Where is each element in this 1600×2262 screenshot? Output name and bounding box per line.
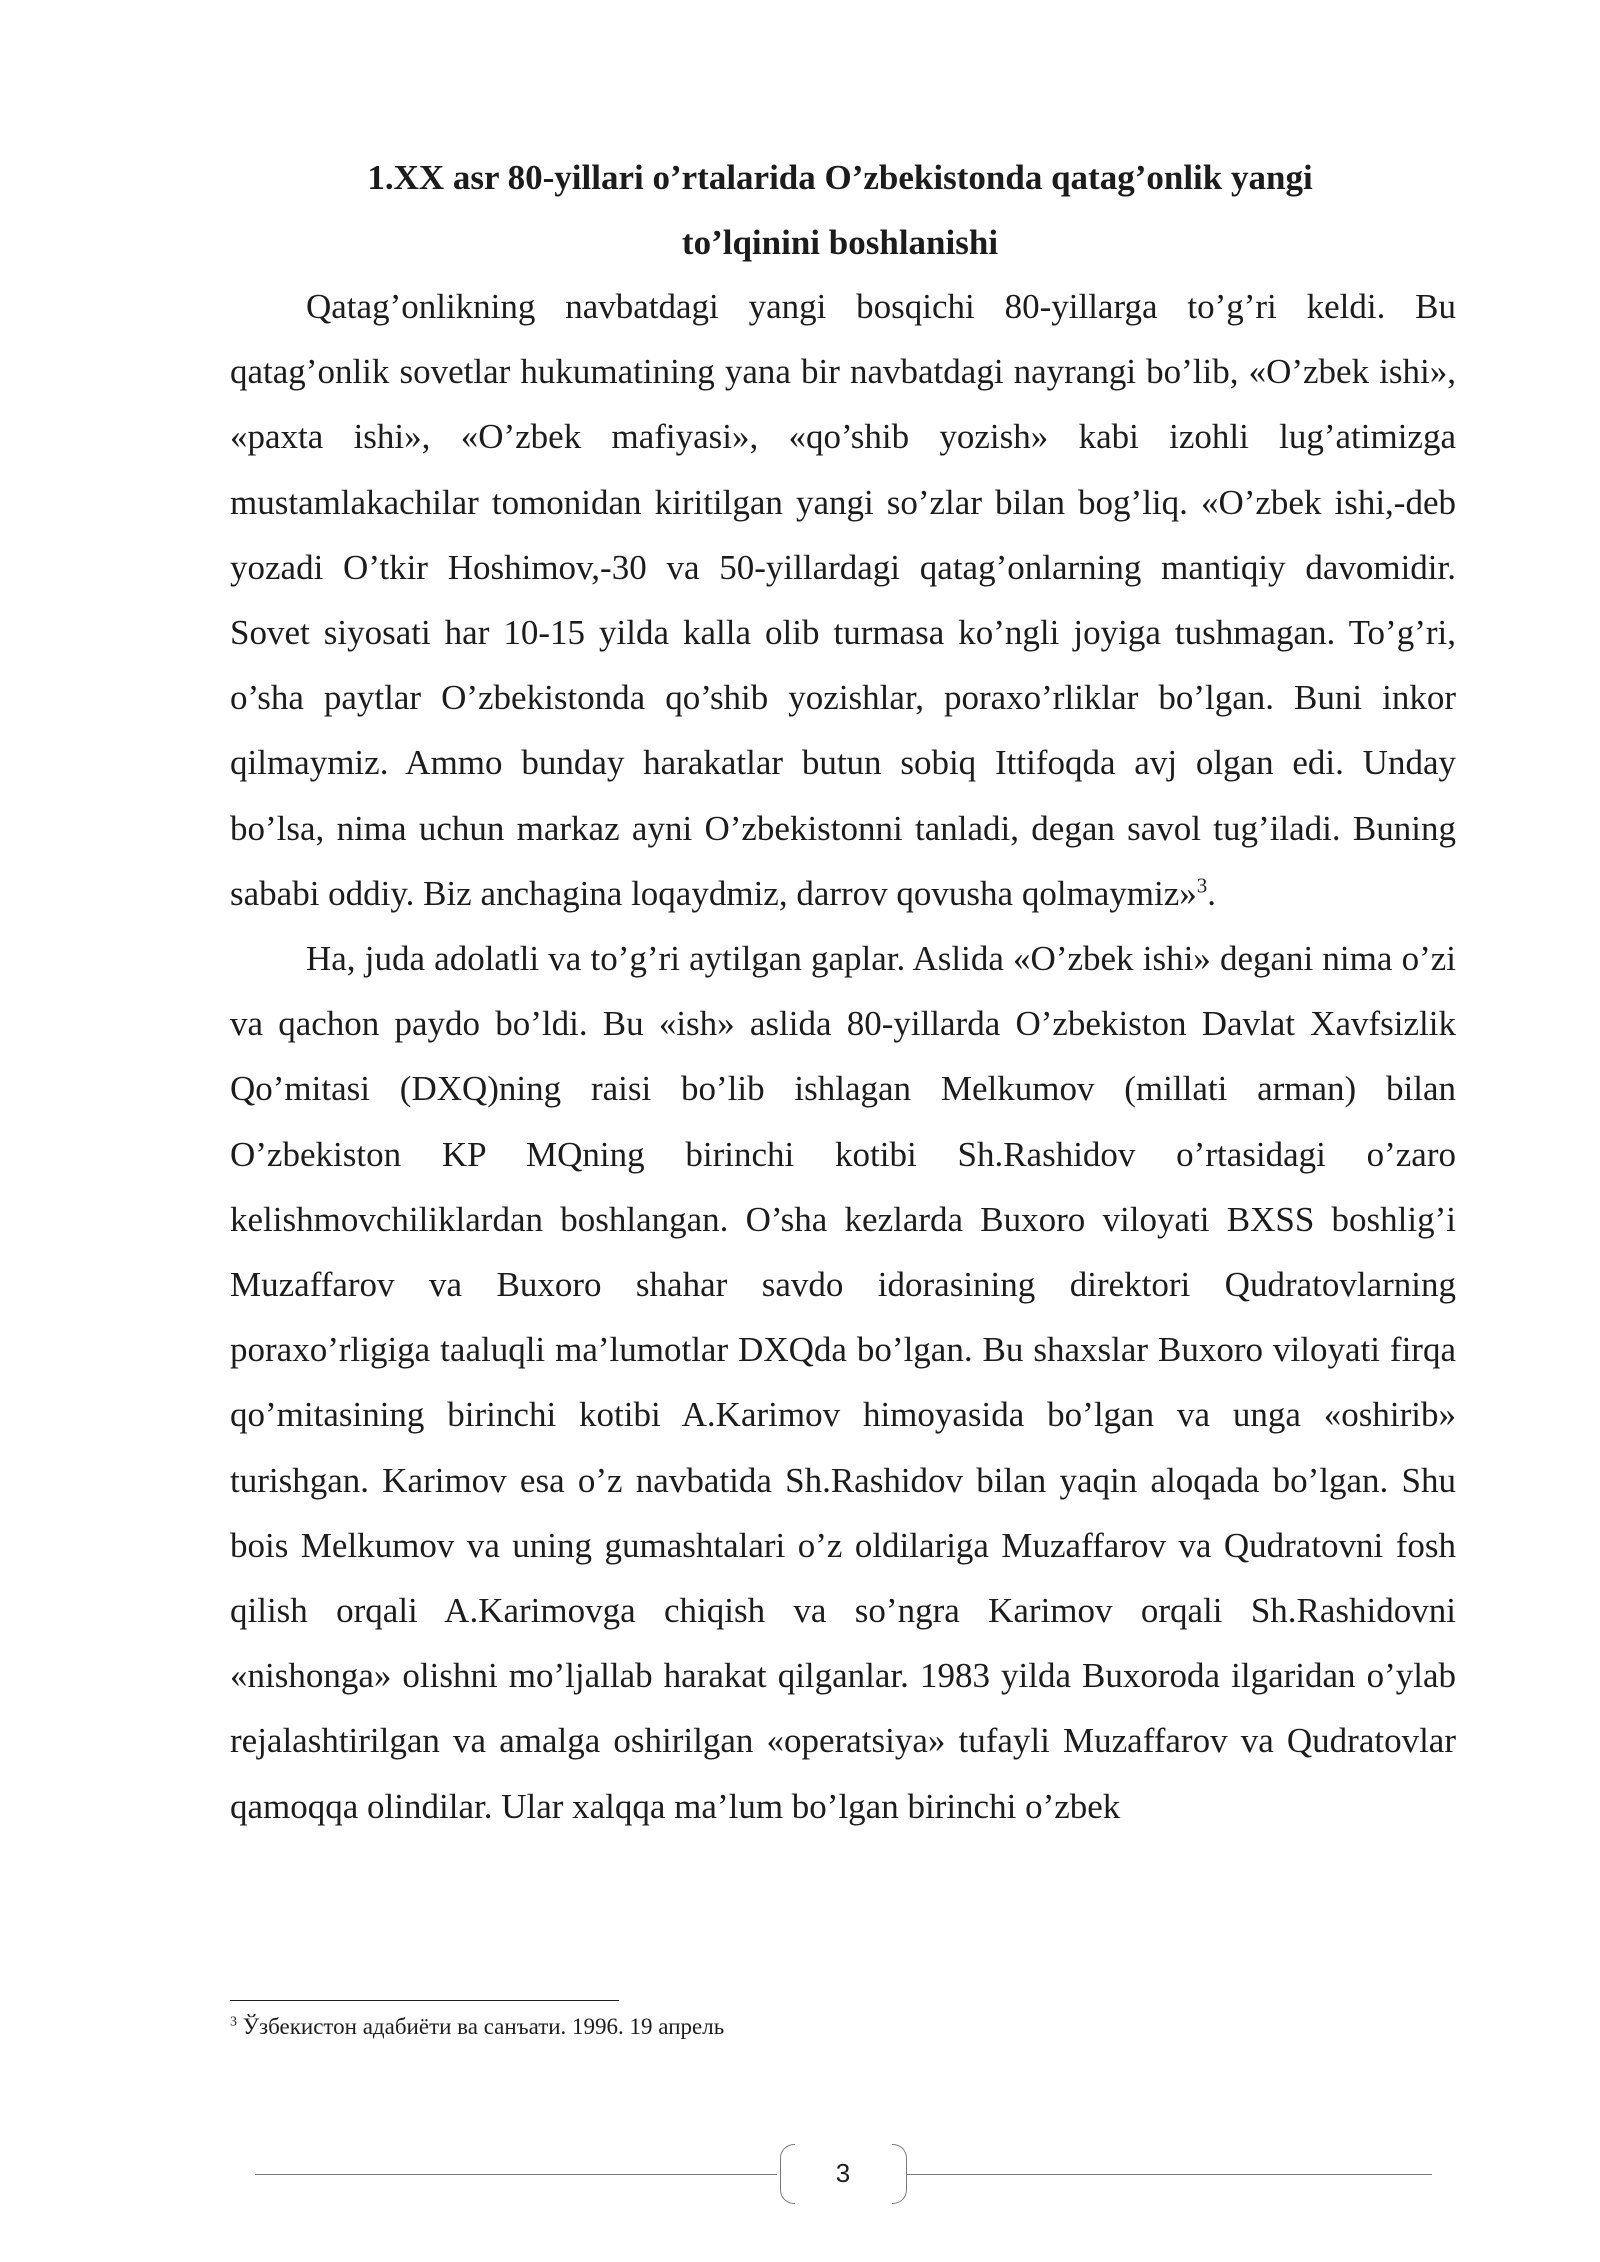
footnote (230, 2012, 724, 2042)
footer-bracket-right (892, 2144, 907, 2204)
paragraph-2 (230, 926, 1456, 1839)
paragraph-1-text: Qatag’onlikning navbatdagi yangi bosqichi 80-yillarga to’g’ri keldi. Bu qatag’onlik sovetlar hukumatining yana bir navbatdagi nayrangi bo’lib, «O’zbek ishi», «paxta ishi», «O’zbek mafiyasi», «qo’shib yozish» kabi izohli lug’atimizga mustamlakachilar tomonidan kiritilgan yangi so’zlar bilan bog’liq. «O’zbek ishi,-deb yozadi O’tkir Hoshimov,-30 va 50-yillardagi qatag’onlarning mantiqiy davomidir. Sovet siyosati har 10-15 yilda kalla olib turmasa ko’ngli joyiga tushmagan. To’g’ri, o’sha paytlar O’zbekistonda qo’shib yozishlar, poraxo’rliklar bo’lgan. Buni inkor qilmaymiz. Ammo bunday harakatlar butun sobiq Ittifoqda avj olgan edi. Unday bo’lsa, nima uchun markaz ayni O’zbekistonni tanladi, degan savol tug’iladi. Buning sababi oddiy. Biz anchagina loqaydmiz, darrov qovusha qolmaymiz» (230, 287, 1456, 913)
footer-line-right (906, 2174, 1432, 2175)
footer-bracket-left (780, 2144, 795, 2204)
page-number: 3 (835, 2158, 851, 2188)
footer-line-left (255, 2174, 777, 2175)
paragraph-2-text: Ha, juda adolatli va to’g’ri aytilgan gaplar. Aslida «O’zbek ishi» degani nima o’zi va qachon paydo bo’ldi. Bu «ish» aslida 80-yillarda O’zbekiston Davlat Xavfsizlik Qo’mitasi (DXQ)ning raisi bo’lib ishlagan Melkumov (millati arman) bilan O’zbekiston KP MQning birinchi kotibi Sh.Rashidov o’rtasidagi o’zaro kelishmovchiliklardan boshlangan. O’sha kezlarda Buxoro viloyati BXSS boshlig’i Muzaffarov va Buxoro shahar savdo idorasining direktori Qudratovlarning poraxo’rligiga taaluqli ma’lumotlar DXQda bo’lgan. Bu shaxslar Buxoro viloyati firqa qo’mitasining birinchi kotibi A.Karimov himoyasida bo’lgan va unga «oshirib» turishgan. Karimov esa o’z navbatida Sh.Rashidov bilan yaqin aloqada bo’lgan. Shu bois Melkumov va uning gumashtalari o’z oldilariga Muzaffarov va Qudratovni fosh qilish orqali A.Karimovga chiqish va so’ngra Karimov orqali Sh.Rashidovni «nishonga» olishni mo’ljallab harakat qilganlar. 1983 yilda Buxoroda ilgaridan o’ylab rejalashtirilgan va amalga oshirilgan «operatsiya» tufayli Muzaffarov va Qudratovlar qamoqqa olindilar. Ular xalqqa ma’lum bo’lgan birinchi o’zbek (230, 939, 1456, 1826)
footnote-text: Ўзбекистон адабиёти ва санъати. 1996. 19 апрель (237, 2014, 725, 2039)
footnote-separator (230, 2000, 619, 2001)
section-title-line-1: 1.XX asr 80-yillari o’rtalarida O’zbekistonda qatag’onlik yangi (367, 158, 1313, 197)
section-title-line-2: to’lqinini boshlanishi (681, 223, 999, 262)
paragraph-1-end: . (1207, 873, 1217, 913)
footnote-reference: 3 (1196, 873, 1208, 898)
paragraph-1 (230, 274, 1456, 926)
footnote-number: 3 (230, 2014, 237, 2030)
page-footer (0, 2140, 1600, 2210)
body-text (230, 274, 1456, 1839)
section-title (230, 145, 1450, 275)
